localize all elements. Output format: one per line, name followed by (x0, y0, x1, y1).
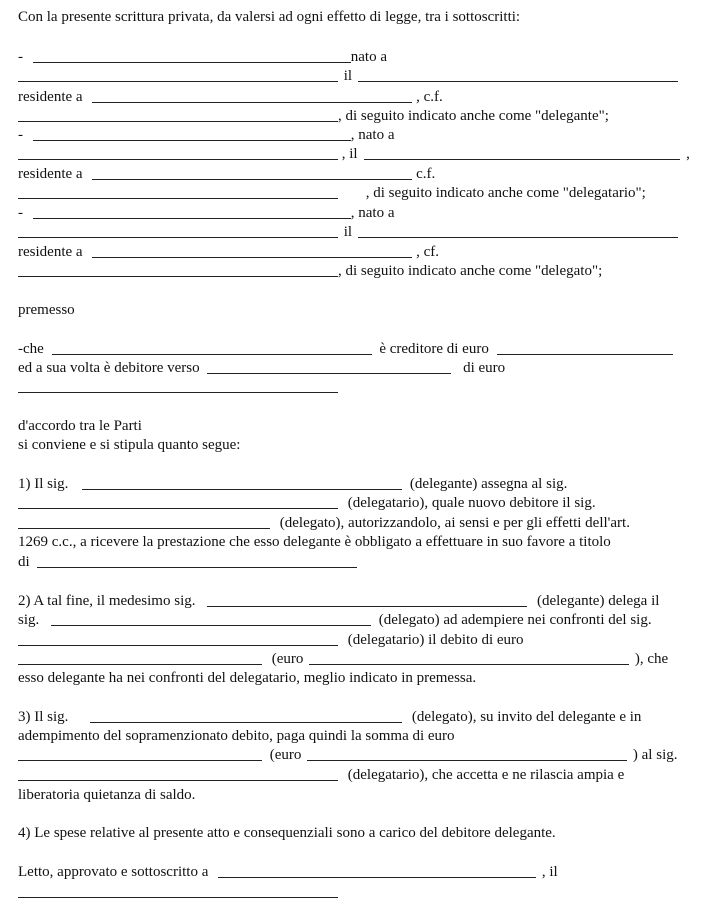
clause1-title-blank[interactable] (37, 553, 357, 568)
party3-line2 (18, 223, 678, 242)
che-label: -che (18, 341, 44, 357)
clause2-delegante-blank[interactable] (207, 592, 527, 607)
party1-line4 (18, 107, 609, 126)
intro-text: Con la presente scrittura privata, da valersi ad ogni effetto di legge, tra i sottoscritti: (18, 9, 521, 25)
clause3-line2 (18, 727, 455, 746)
residente-label: residente a (18, 89, 83, 105)
party1-cf-blank[interactable] (18, 107, 338, 122)
nato-a-label: , nato a (350, 127, 395, 143)
party1-birthdate-blank[interactable] (358, 67, 678, 82)
clause1-line3 (18, 514, 630, 533)
premesso-text: premesso (18, 302, 75, 318)
nato-a-label: , nato a (350, 205, 395, 221)
clause3-al-sig: ) al sig. (632, 747, 678, 763)
trailing-comma: , (686, 146, 690, 162)
clause3-text-2: adempimento del sopramenzionato debito, paga quindi la somma di euro (18, 728, 455, 744)
dash: - (18, 205, 23, 221)
closing-place-blank[interactable] (218, 863, 536, 878)
dash: - (18, 127, 23, 143)
clause3-line4 (18, 766, 624, 785)
clause1-delegante-blank[interactable] (82, 475, 402, 490)
party3-line3 (18, 243, 439, 262)
creditor-name-blank[interactable] (52, 340, 372, 355)
dash: - (18, 49, 23, 65)
nato-a-label: nato a (350, 49, 387, 65)
clause1-di: di (18, 554, 30, 570)
clause1-delegante-text: (delegante) assegna al sig. (409, 476, 568, 492)
cf-label: , c.f. (416, 89, 443, 105)
clause2-line2 (18, 611, 652, 630)
premesso-heading (18, 301, 75, 320)
clause3-delegatario-blank[interactable] (18, 766, 338, 781)
clause2-line4 (18, 650, 668, 669)
party1-line2 (18, 67, 678, 86)
party1-residence-blank[interactable] (92, 88, 412, 103)
agreement-line1 (18, 417, 142, 436)
party2-birthplace-blank[interactable] (18, 145, 338, 160)
clause3-line1 (18, 708, 641, 727)
clause1-line5 (18, 553, 357, 572)
delegato-designation: , di seguito indicato anche come "delegato"; (338, 263, 603, 279)
party3-residence-blank[interactable] (92, 243, 412, 258)
party3-line4 (18, 262, 602, 281)
party2-line3 (18, 165, 435, 184)
agreement-line2 (18, 436, 240, 455)
il-label: il (343, 68, 353, 84)
clause2-line1 (18, 592, 659, 611)
clause2-line5 (18, 669, 476, 688)
debtor-creditor-blank[interactable] (207, 359, 451, 374)
clause1-delegatario-text: (delegatario), quale nuovo debitore il sig. (347, 495, 596, 511)
premesso-line2 (18, 359, 505, 378)
party2-line1 (18, 126, 394, 145)
residente-label: residente a (18, 166, 83, 182)
clause3-delegato-text: (delegato), su invito del delegante e in (411, 709, 642, 725)
clause2-delegatario-text: (delegatario) il debito di euro (347, 632, 524, 648)
clause3-line3 (18, 746, 677, 765)
intro-line (18, 8, 520, 27)
party3-cf-blank[interactable] (18, 262, 338, 277)
clause3-amount-blank[interactable] (18, 746, 262, 761)
party2-residence-blank[interactable] (92, 165, 412, 180)
party2-name-blank[interactable] (33, 126, 351, 141)
clause2-start: 2) A tal fine, il medesimo sig. (18, 593, 196, 609)
clause2-amount-blank[interactable] (18, 650, 262, 665)
clause2-che: ), che (634, 651, 669, 667)
clause3-start: 3) Il sig. (18, 709, 69, 725)
clause4-text: 4) Le spese relative al presente atto e consequenziali sono a carico del debitore delegante. (18, 825, 556, 841)
party2-cf-blank[interactable] (18, 184, 338, 199)
closing-date-blank[interactable] (18, 883, 338, 898)
party1-name-blank[interactable] (33, 48, 351, 63)
party3-birthplace-blank[interactable] (18, 223, 338, 238)
party1-birthplace-blank[interactable] (18, 67, 338, 82)
il-label: il (343, 224, 353, 240)
clause2-delegato-text: (delegato) ad adempiere nei confronti del sig. (378, 612, 652, 628)
agreement-text-1: d'accordo tra le Parti (18, 418, 142, 434)
premesso-line1 (18, 340, 673, 359)
closing-il: , il (541, 864, 558, 880)
closing-text: Letto, approvato e sottoscritto a (18, 864, 209, 880)
party3-birthdate-blank[interactable] (358, 223, 678, 238)
clause2-text-5: esso delegante ha nei confronti del delegatario, meglio indicato in premessa. (18, 670, 477, 686)
clause1-line1 (18, 475, 567, 494)
di-euro-label: di euro (463, 360, 506, 376)
clause1-start: 1) Il sig. (18, 476, 69, 492)
clause1-delegato-text: (delegato), autorizzandolo, ai sensi e per gli effetti dell'art. (279, 515, 630, 531)
credit-amount-blank[interactable] (497, 340, 673, 355)
closing-line1 (18, 863, 558, 882)
debitore-verso-label: ed a sua volta è debitore verso (18, 360, 200, 376)
residente-label: residente a (18, 244, 83, 260)
party2-line4 (18, 184, 646, 203)
clause1-delegato-blank[interactable] (18, 514, 270, 529)
clause3-amount-words-blank[interactable] (307, 746, 627, 761)
premesso-line3 (18, 378, 338, 397)
cf-label: c.f. (416, 166, 436, 182)
clause3-euro-open: (euro (269, 747, 302, 763)
il-label: , il (341, 146, 358, 162)
clause4-line (18, 824, 556, 843)
agreement-text-2: si conviene e si stipula quanto segue: (18, 437, 241, 453)
clause1-delegatario-blank[interactable] (18, 494, 338, 509)
clause1-line4 (18, 533, 611, 552)
clause2-euro-open: (euro (271, 651, 304, 667)
delegante-designation: , di seguito indicato anche come "delegante"; (338, 108, 609, 124)
party1-line3 (18, 88, 443, 107)
party3-name-blank[interactable] (33, 204, 351, 219)
debt-amount-blank[interactable] (18, 378, 338, 393)
clause2-sig: sig. (18, 612, 40, 628)
party3-line1 (18, 204, 394, 223)
clause3-delegatario-text: (delegatario), che accetta e ne rilascia ampia e (347, 767, 625, 783)
clause3-delegato-blank[interactable] (90, 708, 402, 723)
clause3-line5 (18, 786, 195, 805)
clause3-text-5: liberatoria quietanza di saldo. (18, 787, 196, 803)
delegatario-designation: , di seguito indicato anche come "delegatario"; (365, 185, 646, 201)
party1-line1 (18, 48, 387, 67)
cf-label: , cf. (416, 244, 439, 260)
clause2-delegato-blank[interactable] (51, 611, 371, 626)
clause2-amount-words-blank[interactable] (309, 650, 629, 665)
creditore-label: è creditore di euro (379, 341, 489, 357)
clause2-delega-text: (delegante) delega il (536, 593, 660, 609)
clause2-line3 (18, 631, 524, 650)
party2-birthdate-blank[interactable] (364, 145, 680, 160)
clause2-delegatario-blank[interactable] (18, 631, 338, 646)
clause1-line2 (18, 494, 596, 513)
party2-line2 (18, 145, 690, 164)
clause1-text-4: 1269 c.c., a ricevere la prestazione che esso delegante è obbligato a effettuare in suo favore a titolo (18, 534, 611, 550)
closing-line2 (18, 883, 338, 902)
